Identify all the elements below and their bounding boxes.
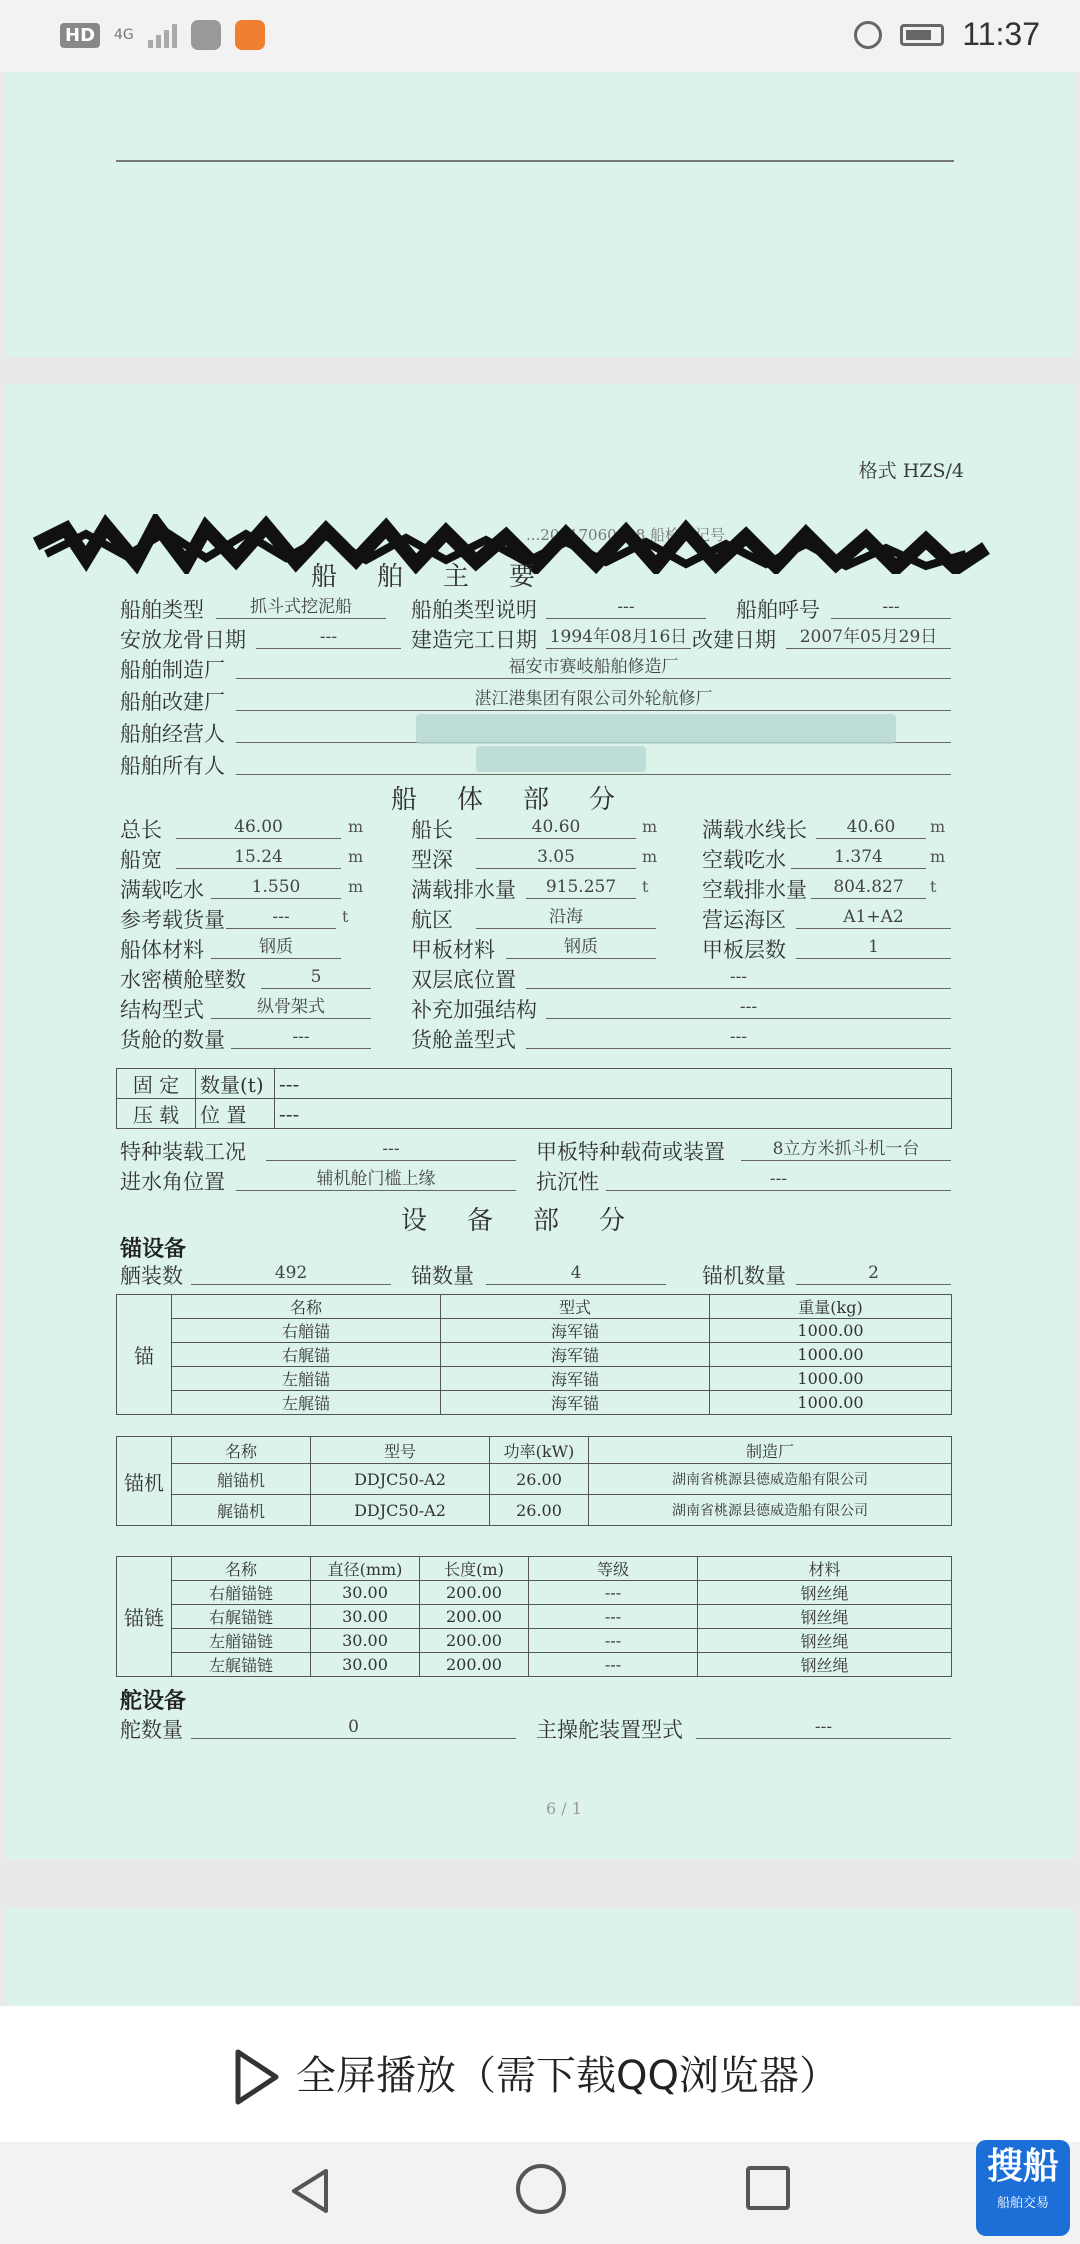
document-page-previous[interactable] [6,72,1074,357]
light-draft-unit: m [930,847,946,866]
table-row [117,1464,952,1495]
bulkheads-label: 水密横舱壁数 [120,968,246,992]
col-header: 等级 [529,1557,698,1581]
cell: 钢丝绳 [698,1629,952,1653]
cell: 200.00 [420,1581,529,1605]
cell: 湖南省桃源县德威造船有限公司 [589,1495,952,1526]
full-disp-value: 915.257 [526,874,636,899]
anti-sink-label: 抗沉性 [536,1170,599,1194]
form-code: 格式 HZS/4 [858,460,964,482]
double-bottom-value: --- [526,964,951,989]
cell: 海军锚 [441,1367,710,1391]
cell: 右艏锚 [172,1319,441,1343]
blurred-owner [476,746,646,772]
rebuilder-value: 湛江港集团有限公司外轮航修厂 [236,686,951,711]
full-draft-unit: m [348,877,364,896]
cell: 30.00 [311,1629,420,1653]
deck-special-label: 甲板特种载荷或装置 [536,1140,725,1164]
steering-value: --- [696,1714,951,1739]
full-draft-value: 1.550 [211,874,341,899]
loa-value: 46.00 [176,814,341,839]
type-desc-label: 船舶类型说明 [411,598,537,622]
table-row [117,1319,952,1343]
rebuilt-date-value: 2007年05月29日 [786,624,951,649]
back-icon[interactable] [286,2166,334,2216]
table-row [117,1653,952,1677]
light-disp-label: 空载排水量 [702,878,807,902]
col-header: 重量(kg) [710,1295,952,1319]
cell: 艏锚机 [172,1464,311,1495]
bulkheads-value: 5 [261,964,371,989]
anchor-count-label: 锚数量 [411,1264,474,1288]
lbp-value: 40.60 [476,814,636,839]
structure-value: 纵骨架式 [211,994,371,1019]
lwl-unit: m [930,817,946,836]
network-type: 4G [114,27,134,43]
col-header: 型式 [441,1295,710,1319]
cell: DDJC50-A2 [311,1495,490,1526]
cell: 海军锚 [441,1391,710,1415]
ref-cargo-label: 参考载货量 [120,908,225,932]
reinforce-value: --- [546,994,951,1019]
flood-angle-label: 进水角位置 [120,1170,225,1194]
built-date-value: 1994年08月16日 [546,624,691,649]
col-header: 制造厂 [589,1437,952,1464]
cell: 右艉锚链 [172,1605,311,1629]
ship-type-value: 抓斗式挖泥船 [216,594,386,619]
system-nav-bar [0,2142,1080,2244]
ballast-side-1: 固 定 [117,1069,196,1099]
ballast-qty-label: 数量(t) [196,1069,275,1099]
light-disp-value: 804.827 [811,874,926,899]
section-title-main: 船舶主要 [311,562,576,592]
cell: --- [529,1653,698,1677]
hatch-label: 货舱盖型式 [411,1028,516,1052]
type-desc-value: --- [546,594,706,619]
ref-cargo-unit: t [342,907,349,926]
cell: 左艏锚 [172,1367,441,1391]
op-area-value: A1+A2 [796,904,951,929]
nav-area-label: 航区 [411,908,453,932]
holds-label: 货舱的数量 [120,1028,225,1052]
cell: 1000.00 [710,1391,952,1415]
ref-cargo-value: --- [226,904,336,929]
cell: 200.00 [420,1629,529,1653]
owner-label: 船舶所有人 [120,754,225,778]
ballast-qty-value: --- [275,1069,952,1099]
hull-mat-label: 船体材料 [120,938,204,962]
rudder-count-value: 0 [191,1714,516,1739]
cell: 钢丝绳 [698,1605,952,1629]
page-rule [116,160,954,162]
ballast-pos-value: --- [275,1099,952,1129]
hd-badge: HD [60,23,100,48]
anchor-table [116,1294,952,1415]
keel-date-label: 安放龙骨日期 [120,628,246,652]
col-header: 材料 [698,1557,952,1581]
cell: 200.00 [420,1653,529,1677]
cell: 右艏锚链 [172,1581,311,1605]
chain-table [116,1556,952,1677]
cell: 海军锚 [441,1343,710,1367]
reinforce-label: 补充加强结构 [411,998,537,1022]
deck-special-value: 8立方米抓斗机一台 [741,1136,951,1161]
lbp-label: 船长 [411,818,453,842]
windlass-count-value: 2 [796,1260,951,1285]
light-draft-value: 1.374 [791,844,926,869]
rebuilder-label: 船舶改建厂 [120,690,225,714]
cell: 海军锚 [441,1319,710,1343]
fullscreen-play-bar[interactable] [0,2006,1080,2142]
ballast-side-2: 压 载 [117,1099,196,1129]
cell: 1000.00 [710,1343,952,1367]
outfit-number-label: 舾装数 [120,1264,183,1288]
loa-unit: m [348,817,364,836]
depth-unit: m [642,847,658,866]
cell: 左艉锚链 [172,1653,311,1677]
chain-table-side: 锚链 [117,1557,172,1677]
lwl-label: 满载水线长 [702,818,807,842]
call-sign-value: --- [831,594,951,619]
logo-sub-text: 船舶交易 [996,2196,1049,2211]
steering-label: 主操舵装置型式 [536,1718,683,1742]
cell: 200.00 [420,1605,529,1629]
cell: 26.00 [490,1495,589,1526]
col-header: 名称 [172,1557,311,1581]
full-disp-label: 满载排水量 [411,878,516,902]
rebuilt-date-label: 改建日期 [692,628,776,652]
beam-unit: m [348,847,364,866]
beam-value: 15.24 [176,844,341,869]
clock: 11:37 [962,16,1040,52]
full-disp-unit: t [642,877,649,896]
flood-angle-value: 辅机舱门槛上缘 [236,1166,516,1191]
light-disp-unit: t [930,877,937,896]
table-row [117,1581,952,1605]
status-bar [0,0,1080,72]
col-header: 名称 [172,1295,441,1319]
col-header: 名称 [172,1437,311,1464]
table-row [117,1495,952,1526]
depth-label: 型深 [411,848,453,872]
call-sign-label: 船舶呼号 [736,598,820,622]
col-header: 长度(m) [420,1557,529,1581]
keel-date-value: --- [256,624,401,649]
site-logo [976,2140,1070,2236]
cell: 30.00 [311,1605,420,1629]
op-area-label: 营运海区 [702,908,786,932]
ballast-table [116,1068,952,1129]
cell: --- [529,1629,698,1653]
cell: 左艏锚链 [172,1629,311,1653]
double-bottom-label: 双层底位置 [411,968,516,992]
cell: --- [529,1581,698,1605]
builder-label: 船舶制造厂 [120,658,225,682]
table-row [117,1629,952,1653]
builder-value: 福安市赛岐船舶修造厂 [236,654,951,679]
special-load-value: --- [266,1136,516,1161]
cell: --- [529,1605,698,1629]
battery-icon [900,24,944,46]
windlass-count-label: 锚机数量 [702,1264,786,1288]
special-load-label: 特种装载工况 [120,1140,246,1164]
recent-apps-icon[interactable] [746,2166,790,2210]
outfit-number-value: 492 [191,1260,391,1285]
rudder-count-label: 舵数量 [120,1718,183,1742]
col-header: 功率(kW) [490,1437,589,1464]
cell: 艉锚机 [172,1495,311,1526]
cell: 1000.00 [710,1367,952,1391]
ballast-pos-label: 位 置 [196,1099,275,1129]
built-date-label: 建造完工日期 [411,628,537,652]
blurred-operator [416,714,896,744]
lwl-value: 40.60 [816,814,926,839]
col-header: 直径(mm) [311,1557,420,1581]
beam-label: 船宽 [120,848,162,872]
ship-type-label: 船舶类型 [120,598,204,622]
lbp-unit: m [642,817,658,836]
anchor-heading: 锚设备 [120,1236,187,1262]
anchor-table-side: 锚 [117,1295,172,1415]
logo-main-text: 搜船 [986,2146,1059,2187]
col-header: 型号 [311,1437,490,1464]
hatch-value: --- [526,1024,951,1049]
cell: 26.00 [490,1464,589,1495]
home-icon[interactable] [516,2164,566,2214]
document-page-current[interactable] [6,384,1074,1859]
hull-mat-value: 钢质 [211,934,341,959]
table-row [117,1367,952,1391]
equip-section-title: 设备部分 [401,1206,666,1236]
holds-value: --- [231,1024,371,1049]
cell: DDJC50-A2 [311,1464,490,1495]
loa-label: 总长 [120,818,162,842]
operator-label: 船舶经营人 [120,722,225,746]
document-page-next[interactable] [6,1908,1074,2008]
anti-sink-value: --- [606,1166,951,1191]
decks-label: 甲板层数 [702,938,786,962]
deck-mat-label: 甲板材料 [411,938,495,962]
deck-mat-value: 钢质 [506,934,656,959]
windlass-table [116,1436,952,1526]
nav-area-value: 沿海 [476,904,656,929]
structure-label: 结构型式 [120,998,204,1022]
play-icon[interactable] [232,2048,282,2106]
cell: 钢丝绳 [698,1653,952,1677]
decks-value: 1 [796,934,951,959]
data-saver-icon [854,21,882,49]
rudder-heading: 舵设备 [120,1688,187,1714]
cell: 湖南省桃源县德威造船有限公司 [589,1464,952,1495]
table-row [117,1343,952,1367]
cell: 钢丝绳 [698,1581,952,1605]
cell: 30.00 [311,1653,420,1677]
table-row [117,1605,952,1629]
depth-value: 3.05 [476,844,636,869]
page-number: 6 / 1 [546,1799,582,1818]
header-partial-text: ...20017060018 船检登记号 [526,526,726,544]
anchor-count-value: 4 [486,1260,666,1285]
app-notification-icon [191,20,221,50]
hull-section-title: 船体部分 [391,785,656,815]
windlass-table-side: 锚机 [117,1437,172,1526]
video-app-icon [235,20,265,50]
light-draft-label: 空载吃水 [702,848,786,872]
cell: 30.00 [311,1581,420,1605]
table-row [117,1391,952,1415]
cell: 左艉锚 [172,1391,441,1415]
signal-icon [148,22,177,48]
full-draft-label: 满载吃水 [120,878,204,902]
cell: 右艉锚 [172,1343,441,1367]
fullscreen-play-label[interactable]: 全屏播放（需下载QQ浏览器） [296,2053,839,2099]
cell: 1000.00 [710,1319,952,1343]
